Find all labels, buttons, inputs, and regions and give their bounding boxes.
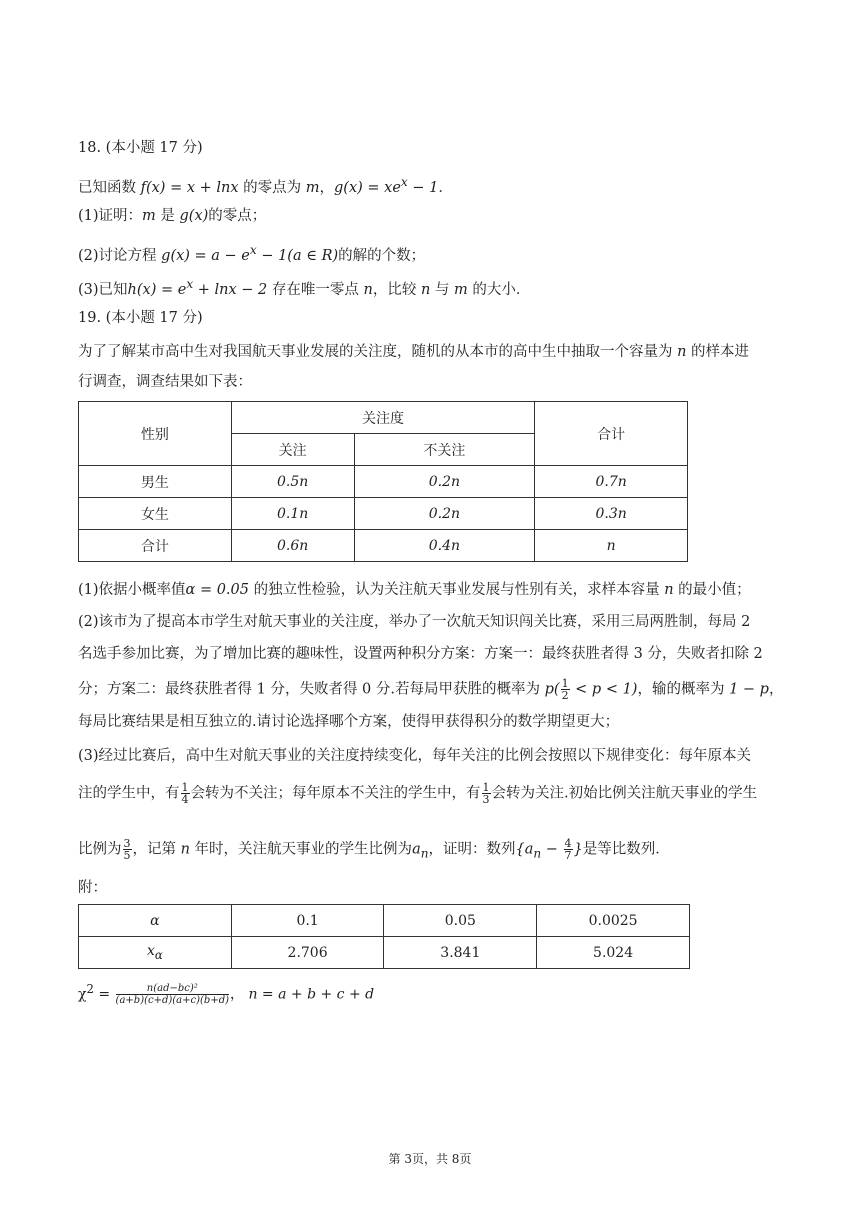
q19-part3-line1: (3)经过比赛后，高中生对航天事业的关注度持续变化，每年关注的比例会按照以下规律变化：每年原本关 xyxy=(78,748,752,764)
cell-follow: 0.5n xyxy=(231,466,354,498)
table-row xyxy=(79,498,688,530)
q18-stem: 已知函数 f(x) = x + lnx 的零点为 m，$g(x) = xe^x - 1$． xyxy=(78,175,453,196)
q19-part3-line3: 比例为 $\frac{3}{5}$ ，记第 n 年时，关注航天事业的学生比例为$a_n$，证明：数列{$a_n$ − $\frac{4}{7}$ }是等比数列． xyxy=(78,837,670,862)
table-row xyxy=(79,466,688,498)
table-row xyxy=(79,530,688,562)
q19-part2-line1: (2)该市为了提高本市学生对航天事业的关注度，举办了一次航天知识闯关比赛，采用三局两胜制，每局 2 xyxy=(78,614,751,630)
cell-follow: 0.6n xyxy=(231,530,354,562)
fraction-third: $\frac{1}{3}$ xyxy=(482,781,490,806)
alpha-value: 0.1 xyxy=(231,905,384,937)
q18-part3: (3)已知$h(x) = e^x + \ln x - 2$ 存在唯一零点 n，比较 n 与 m 的大小． xyxy=(78,277,531,298)
cell-notfollow: 0.4n xyxy=(354,530,535,562)
x-alpha-value: 3.841 xyxy=(384,937,537,969)
table-row xyxy=(79,905,690,937)
q19-part2-line2: 名选手参加比赛，为了增加比赛的趣味性，设置两种积分方案：方案一：最终获胜者得 3 分，失败者扣除 2 xyxy=(78,646,763,662)
alpha-label: α xyxy=(79,905,232,937)
header-total: 合计 xyxy=(535,402,688,466)
cell-total: n xyxy=(535,530,688,562)
q19-header: 19. (本小题 17 分) xyxy=(78,310,203,326)
survey-table xyxy=(78,401,688,562)
cell-notfollow: 0.2n xyxy=(354,466,535,498)
q19-intro-line2: 行调查，调查结果如下表： xyxy=(78,374,252,390)
page-footer: 第 3页，共 8页 xyxy=(388,1152,472,1166)
alpha-value: 0.05 xyxy=(384,905,537,937)
alpha-value: 0.0025 xyxy=(537,905,690,937)
table-row xyxy=(79,937,690,969)
header-follow: 关注 xyxy=(231,434,354,466)
header-gender: 性别 xyxy=(79,402,232,466)
x-alpha-value: 2.706 xyxy=(231,937,384,969)
q19-part2-line4: 每局比赛结果是相互独立的.请讨论选择哪个方案，使得甲获得积分的数学期望更大； xyxy=(78,714,620,730)
fraction-four-sevenths: $\frac{4}{7}$ xyxy=(564,837,572,862)
q19-part3-line2: 注的学生中，有 $\frac{1}{4}$ 会转为不关注；每年原本不关注的学生中，有 $\frac{1}{3}$ 会转为关注.初始比例关注航天事业的学生 xyxy=(78,781,758,806)
q19-part2-line3: 分；方案二：最终获胜者得 1 分，失败者得 0 分.若每局甲获胜的概率为 p( $\frac{1}{2}$ < p < 1)，输的概率为 1 − p， xyxy=(78,677,784,702)
row-label: 男生 xyxy=(79,466,232,498)
header-attention: 关注度 xyxy=(231,402,535,434)
chi-square-formula: $\chi^2$ = $\frac{\text{n(ad−bc)²}}{(a+b)(c+d)(a+c)(b+d)}$ ， n = a + b + c + d xyxy=(78,982,375,1007)
q18-header: 18. (本小题 17 分) xyxy=(78,140,203,156)
cell-total: 0.3n xyxy=(535,498,688,530)
header-notfollow: 不关注 xyxy=(354,434,535,466)
fraction-quarter: $\frac{1}{4}$ xyxy=(181,781,189,806)
x-alpha-value: 5.024 xyxy=(537,937,690,969)
cell-follow: 0.1n xyxy=(231,498,354,530)
chi-square-fraction: $\frac{\text{n(ad−bc)²}}{(a+b)(c+d)(a+c)(b+d)}$ xyxy=(115,983,230,1007)
appendix-label: 附： xyxy=(78,880,107,896)
q19-intro-line1: 为了了解某市高中生对我国航天事业发展的关注度，随机的从本市的高中生中抽取一个容量为 n 的样本进 xyxy=(78,344,750,360)
q19-part1: (1)依据小概率值α = 0.05 的独立性检验，认为关注航天事业发展与性别有关，求样本容量 n 的最小值； xyxy=(78,582,751,598)
fraction-half: $\frac{1}{2}$ xyxy=(561,677,569,702)
row-label: 合计 xyxy=(79,530,232,562)
fraction-three-fifths: $\frac{3}{5}$ xyxy=(123,837,131,862)
x-alpha-label: $x_\alpha$ xyxy=(79,937,232,969)
critical-value-table xyxy=(78,904,690,969)
row-label: 女生 xyxy=(79,498,232,530)
cell-total: 0.7n xyxy=(535,466,688,498)
q18-part1: (1)证明：m 是 g(x)的零点； xyxy=(78,208,267,224)
cell-notfollow: 0.2n xyxy=(354,498,535,530)
q18-part2: (2)讨论方程 $g(x) = a - e^x - 1(a$ ∈ R)的解的个数； xyxy=(78,243,426,264)
